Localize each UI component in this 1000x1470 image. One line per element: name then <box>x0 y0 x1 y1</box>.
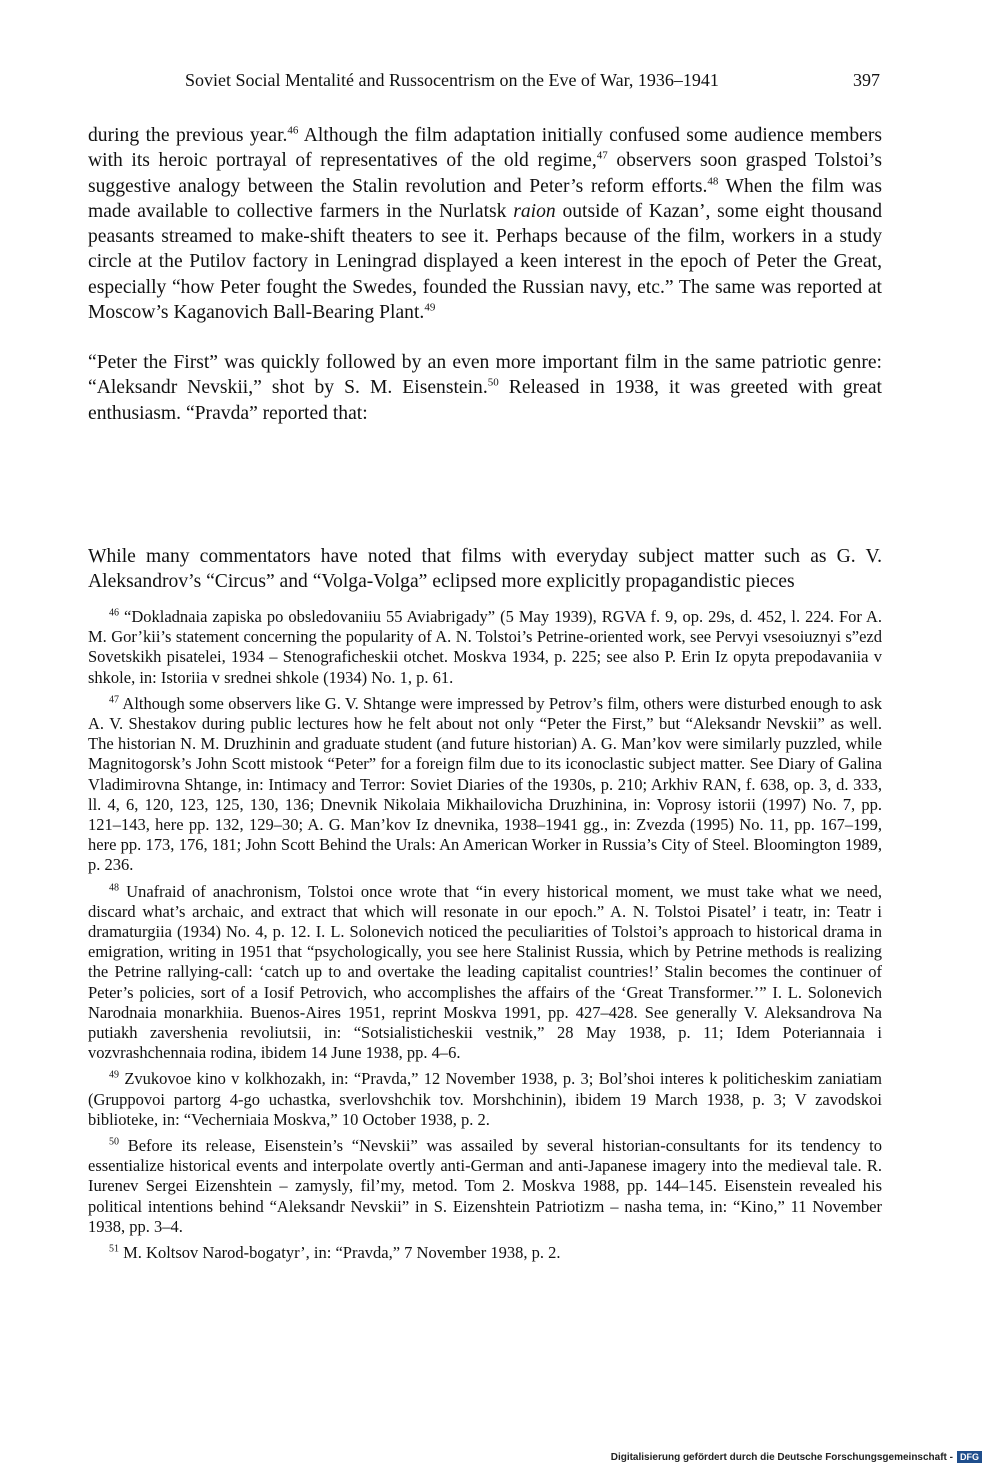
footnote-text: Before its release, Eisenstein’s “Nevskii” was assailed by several historian-consultants for its tendency to essentialize historical events and interpolate overtly anti-German and anti-Japanese imagery into the medieval tale. R. Iurenev Sergei Eizenshtein – zamysly, fil’my, metod. Tom 2. Moskva 1988, pp. 144–145. Eisenstein revealed his political intentions behind “Aleksandr Nevskii” in S. Eizenshtein Patriotizm – nasha tema, in: “Kino,” 11 November 1938, pp. 3–4. <box>88 1136 883 1236</box>
footnote-ref-49[interactable]: 49 <box>424 301 436 314</box>
footnote-text: Unafraid of anachronism, Tolstoi once wrote that “in every historical moment, we must take what we need, discard what’s archaic, and extract that which will resonate in our epoch.” A. N. Tolstoi Pisatel’ i teatr, in: Teatr i dramaturgiia (1934) No. 4, p. 12. I. L. Solonevich noticed the peculiarities of Tolstoi’s approach to historical drama in emigration, writing in 1951 that “psychologically, you see here Stalinist Russia, which by Petrine methods is realizing the Petrine rallying-call: ‘catch up to and overtake the leading capitalist countries!’ Stalin becomes the continuer of Peter’s policies, sort of a Iosif Petrovich, who accomplishes the affairs of the ‘Great Transformer.’” I. L. Solonevich Narodnaia monarkhiia. Buenos-Aires 1951, reprint Moskva 1991, pp. 427–428. See generally V. Aleksandrova Na putiakh zavershenia revoliutsii, in: “Sotsialisticheskii vestnik,” 28 May 1938, p. 11; Idem Poteriannaia i vozvrashchennaia rodina, ibidem 14 June 1938, pp. 4–6. <box>88 881 882 1063</box>
running-title: Soviet Social Mentalité and Russocentrism on the Eve of War, 1936–1941 <box>185 70 719 90</box>
digitization-footer <box>611 1451 982 1463</box>
footnote-50 <box>88 1136 882 1237</box>
text-run: Although the film adaptation initially confused some audience members with its heroic portrayal of representatives of the old regime, <box>88 125 882 172</box>
footer-text: Digitalisierung gefördert durch die Deutsche Forschungsgemeinschaft - <box>610 1451 953 1463</box>
footnote-46 <box>88 607 882 688</box>
footnote-ref-48[interactable]: 48 <box>707 175 719 188</box>
footnote-51 <box>88 1243 882 1263</box>
footnote-number: 46 <box>109 607 119 619</box>
footnote-text: Zvukovoe kino v kolkhozakh, in: “Pravda,” 12 November 1938, p. 3; Bol’shoi interes k politicheskim zaniatiam (Gruppovoi partorg 4-go uchastka, sverlovshchik tov. Morshchinin), ibidem 19 March 1938, p. 3; V zavodskoi biblioteke, in: “Vecherniaia Moskva,” 10 October 1938, p. 2. <box>88 1069 883 1129</box>
footnotes <box>88 607 882 1269</box>
footnote-ref-46[interactable]: 46 <box>287 124 299 137</box>
running-header <box>88 70 880 96</box>
text-run: observers soon grasped Tolstoi’s suggestive analogy between the Stalin revolution and Peter’s reform efforts. <box>88 150 883 197</box>
text-run: Released in 1938, it was greeted with great enthusiasm. “Pravda” reported that: <box>88 377 882 424</box>
footnote-48 <box>88 882 882 1064</box>
paragraph-1 <box>88 123 882 325</box>
footnote-number: 51 <box>109 1243 119 1255</box>
text-run: When the film was made available to collective farmers in the Nurlatsk <box>88 175 883 222</box>
dfg-logo: DFG <box>957 1451 982 1463</box>
footnote-number: 47 <box>109 694 119 706</box>
footnote-ref-47[interactable]: 47 <box>596 149 608 162</box>
footnote-number: 48 <box>109 882 119 894</box>
page-number: 397 <box>853 70 880 90</box>
footnote-text: M. Koltsov Narod-bogatyr’, in: “Pravda,” 7 November 1938, p. 2. <box>123 1243 561 1263</box>
paragraph-2 <box>88 350 882 426</box>
text-run: during the previous year. <box>88 125 288 146</box>
text-run: “Peter the First” was quickly followed by an even more important film in the same patriotic genre: “Aleksandr Nevskii,” shot by S. M. Eisenstein. <box>88 352 882 399</box>
footnote-text: “Dokladnaia zapiska po obsledovaniiu 55 Aviabrigady” (5 May 1939), RGVA f. 9, op. 29s, d. 452, l. 224. For A. M. Gor’kii’s statement concerning the popularity of A. N. Tolstoi’s Petrine-oriented work, see Pervyi vsesoiuznyi s”ezd Sovetskikh pisatelei, 1934 – Stenograficheskii otchet. Moskva 1934, p. 225; see also P. Erin Iz opyta prepodavaniia v shkole, in: Istoriia v srednei shkole (1934) No. 1, p. 61. <box>88 607 883 687</box>
footnote-number: 49 <box>109 1069 119 1081</box>
footnote-49 <box>88 1069 882 1130</box>
footnote-number: 50 <box>109 1136 119 1148</box>
paragraph-3: While many commentators have noted that films with everyday subject matter such as G. V. Aleksandrov’s “Circus” and “Volga-Volga” eclipsed more explicitly propagandistic pieces <box>88 546 882 593</box>
italic-term: raion <box>513 200 556 222</box>
footnote-47 <box>88 694 882 876</box>
footnote-text: Although some observers like G. V. Shtange were impressed by Petrov’s film, others were disturbed enough to ask A. V. Shestakov during public lectures how he felt about not only “Peter the First,” but “Aleksandr Nevskii” as well. The historian N. M. Druzhinin and graduate student (and future historian) A. G. Man’kov were similarly puzzled, while Magnitogorsk’s John Scott mistook “Peter” for a foreign film due to its iconoclastic subject matter. See Diary of Galina Vladimirovna Shtange, in: Intimacy and Terror: Soviet Diaries of the 1930s, p. 210; Arkhiv RAN, f. 638, op. 3, d. 333, ll. 4, 6, 120, 123, 125, 130, 136; Dnevnik Nikolaia Mikhailovicha Druzhinina, in: Voprosy istorii (1997) No. 7, pp. 121–143, here pp. 132, 129–30; A. G. Man’kov Iz dnevnika, 1938–1941 gg., in: Zvezda (1995) No. 11, pp. 167–199, here pp. 173, 176, 181; John Scott Behind the Urals: An American Worker in Russia’s City of Steel. Bloomington 1989, p. 236. <box>88 693 882 875</box>
footnote-ref-50[interactable]: 50 <box>487 376 499 389</box>
text-run: outside of Kazan’, some eight thousand peasants streamed to make-shift theaters to see it. Perhaps because of the film, workers in a study circle at the Putilov factory in Leningrad displayed a keen interest in the epoch of Peter the Great, especially “how Peter fought the Swedes, founded the Russian navy, etc.” The same was reported at Moscow’s Kaganovich Ball-Bearing Plant. <box>88 200 882 324</box>
